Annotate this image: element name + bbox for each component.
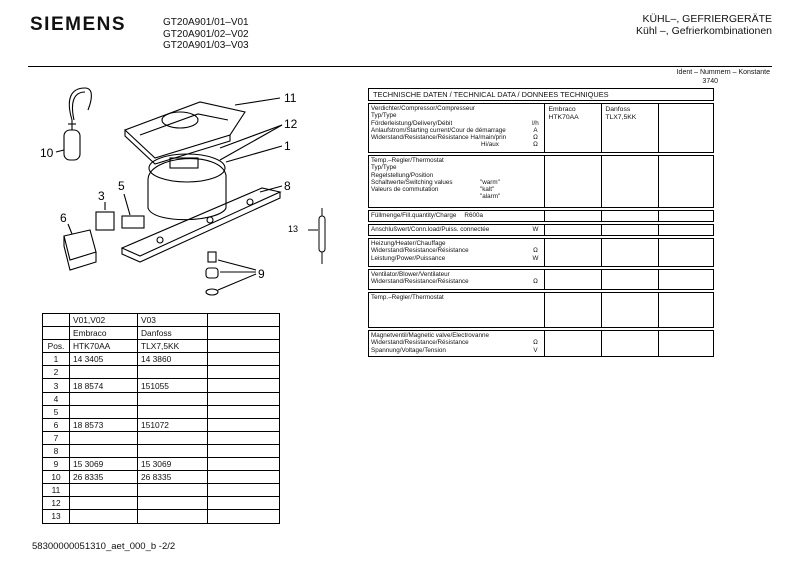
desc-line: Widerstand/Resistance/Résistance xyxy=(371,247,469,255)
unit: Ω xyxy=(533,247,538,255)
desc-line: Widerstand/Resistance/Résistance xyxy=(371,278,469,286)
header-cell: HTK70AA xyxy=(70,340,138,353)
category-line-1: KÜHL–, GEFRIERGERÄTE xyxy=(642,13,772,25)
part-number-cell xyxy=(138,497,208,510)
part-5-clip xyxy=(122,216,144,228)
switch-value: "warm" xyxy=(480,178,500,186)
tech-row-thermostat-2 xyxy=(368,292,714,328)
table-row xyxy=(43,366,280,379)
unit: A xyxy=(533,126,538,134)
thermostat2-label: Temp.–Regler/Thermostat xyxy=(371,294,444,301)
part-number-cell: 14 3405 xyxy=(70,353,138,366)
part-number-cell xyxy=(70,510,138,523)
table-row xyxy=(43,418,280,431)
desc-line: Valeurs de commutation "kalt" xyxy=(371,186,495,194)
position-cell: 7 xyxy=(43,431,70,444)
tech-row-blower xyxy=(368,269,714,290)
position-cell: 11 xyxy=(43,484,70,497)
position-cell: 9 xyxy=(43,458,70,471)
part-number-cell xyxy=(208,405,280,418)
table-row xyxy=(43,484,280,497)
parts-header-row xyxy=(43,340,280,353)
unit: W xyxy=(532,254,539,262)
part-number-cell xyxy=(70,392,138,405)
parts-header-row xyxy=(43,327,280,340)
position-cell: 1 xyxy=(43,353,70,366)
parts-table xyxy=(42,313,280,524)
conn-label: Anschlußwert/Conn.load/Puiss. connectée xyxy=(371,226,490,233)
part-number-cell: 15 3069 xyxy=(138,458,208,471)
compressor-brand: Embraco xyxy=(548,106,576,113)
compressor-desc xyxy=(371,105,528,151)
desc-line: Regelstellung/Position xyxy=(371,171,434,179)
position-cell: 4 xyxy=(43,392,70,405)
callout-10: 10 xyxy=(40,146,54,160)
part-number-cell: 18 8574 xyxy=(70,379,138,392)
unit: W xyxy=(532,226,539,233)
brand-logo: SIEMENS xyxy=(30,14,127,35)
part-number-cell xyxy=(70,484,138,497)
compressor-type: HTK70AA xyxy=(548,114,579,121)
model-list xyxy=(163,17,249,52)
desc-line: Typ/Type xyxy=(371,164,397,172)
tech-title: TECHNISCHE DATEN / TECHNICAL DATA / DONNEES TECHNIQUES xyxy=(368,88,714,101)
document-id: 58300000051310_aet_000_b -2/2 xyxy=(32,541,176,552)
callout-3: 3 xyxy=(98,189,105,203)
unit xyxy=(528,112,542,119)
part-11-cover xyxy=(125,102,245,158)
desc-line: Ventilator/Blower/Ventilateur xyxy=(371,271,450,278)
desc-line: Temp.–Regler/Thermostat xyxy=(371,157,444,164)
unit: Ω xyxy=(533,141,538,149)
desc-line: Leistung/Power/Puissance xyxy=(371,254,446,262)
part-number-cell xyxy=(138,444,208,457)
charge-label: Füllmenge/Fill.quantity/Charge xyxy=(371,212,457,219)
part-number-cell xyxy=(70,431,138,444)
part-number-cell xyxy=(138,510,208,523)
part-number-cell xyxy=(208,458,280,471)
part-number-cell xyxy=(208,510,280,523)
part-number-cell: 26 8335 xyxy=(70,471,138,484)
header-cell: V03 xyxy=(138,314,208,327)
callout-11: 11 xyxy=(284,91,297,105)
switch-value: "alarm" xyxy=(480,193,501,201)
header-cell xyxy=(208,314,280,327)
part-number-cell xyxy=(208,353,280,366)
callout-8: 8 xyxy=(284,179,291,193)
category-line-2: Kühl –, Gefrierkombinationen xyxy=(636,24,772,37)
tech-row-valve xyxy=(368,330,714,357)
part-number-cell xyxy=(70,497,138,510)
position-cell: 6 xyxy=(43,418,70,431)
technical-data-table xyxy=(368,88,714,357)
parts-header-row xyxy=(43,314,280,327)
table-row xyxy=(43,392,280,405)
part-8-rail xyxy=(122,188,280,256)
part-9-grommet xyxy=(208,252,216,262)
part-13-filter-drawing xyxy=(288,206,338,266)
callout-9: 9 xyxy=(258,267,265,281)
desc-line: Magnetventil/Magnetic valve/Electrovanne xyxy=(371,332,489,339)
part-number-cell xyxy=(138,431,208,444)
part-number-cell: 14 3860 xyxy=(138,353,208,366)
tech-row-charge xyxy=(368,210,714,222)
table-row xyxy=(43,458,280,471)
position-cell: 8 xyxy=(43,444,70,457)
table-row xyxy=(43,379,280,392)
part-number-cell xyxy=(138,366,208,379)
part-number-cell xyxy=(208,444,280,457)
header-divider xyxy=(28,66,772,67)
part-6-cover xyxy=(64,230,96,260)
header-cell xyxy=(208,327,280,340)
header-cell: V01,V02 xyxy=(70,314,138,327)
position-cell: 2 xyxy=(43,366,70,379)
compressor-col-2 xyxy=(601,104,658,152)
ident-block xyxy=(677,68,770,86)
position-cell: 10 xyxy=(43,471,70,484)
desc-line: Verdichter/Compressor/Compresseur xyxy=(371,105,475,112)
charge-value: R600a xyxy=(464,212,483,219)
position-cell: 3 xyxy=(43,379,70,392)
unit: Ω xyxy=(533,278,538,286)
table-row xyxy=(43,353,280,366)
part-number-cell xyxy=(138,392,208,405)
desc-line: Anlaufstrom/Starting current/Cour de démarrage xyxy=(371,126,506,134)
compressor-units xyxy=(528,105,542,151)
desc-line: Förderleistung/Delivery/Débit xyxy=(371,119,453,127)
tech-row-compressor xyxy=(368,103,714,153)
model-line: GT20A901/02–V02 xyxy=(163,28,249,40)
part-number-cell xyxy=(208,484,280,497)
thermostat-col-1 xyxy=(544,156,601,207)
desc-line: Widerstand/Resistance/Résistance Ha/main/prin xyxy=(371,134,507,142)
callout-1: 1 xyxy=(284,139,291,153)
callout-13: 13 xyxy=(288,224,299,234)
part-number-cell xyxy=(138,405,208,418)
compressor-type: TLX7,5KK xyxy=(605,114,637,121)
unit: l/h xyxy=(532,119,539,127)
desc-line xyxy=(371,193,542,200)
callout-12: 12 xyxy=(284,117,298,131)
thermostat-col-3 xyxy=(658,156,713,207)
desc-line: Typ/Type xyxy=(371,112,397,120)
part-number-cell xyxy=(138,484,208,497)
tech-row-heater xyxy=(368,238,714,267)
header-cell xyxy=(43,314,70,327)
part-number-cell xyxy=(70,405,138,418)
exploded-parts-diagram xyxy=(30,80,350,305)
part-number-cell xyxy=(208,497,280,510)
part-number-cell xyxy=(208,431,280,444)
part-number-cell: 18 8573 xyxy=(70,418,138,431)
compressor-col-1 xyxy=(544,104,601,152)
part-number-cell xyxy=(70,444,138,457)
part-10-capacitor xyxy=(64,130,80,160)
tech-row-thermostat xyxy=(368,155,714,208)
part-number-cell: 151072 xyxy=(138,418,208,431)
table-row xyxy=(43,510,280,523)
compressor-col-3 xyxy=(658,104,713,152)
table-row xyxy=(43,431,280,444)
position-cell: 5 xyxy=(43,405,70,418)
ident-value: 3740 xyxy=(702,78,718,85)
part-number-cell xyxy=(208,379,280,392)
position-cell: 13 xyxy=(43,510,70,523)
part-3-relay xyxy=(96,212,114,230)
part-number-cell xyxy=(208,392,280,405)
ident-label: Ident – Nummern – Konstante xyxy=(676,69,770,76)
table-row xyxy=(43,405,280,418)
part-number-cell: 151055 xyxy=(138,379,208,392)
desc-line: Heizung/Heater/Chauffage xyxy=(371,240,446,247)
header-cell xyxy=(208,340,280,353)
part-number-cell xyxy=(208,471,280,484)
part-number-cell xyxy=(70,366,138,379)
thermostat-col-2 xyxy=(601,156,658,207)
switch-value: "kalt" xyxy=(480,186,495,194)
callout-5: 5 xyxy=(118,179,125,193)
model-line: GT20A901/01–V01 xyxy=(163,17,249,28)
unit xyxy=(528,105,542,112)
desc-line: Spannung/Voltage/Tension xyxy=(371,346,446,354)
model-line: GT20A901/03–V03 xyxy=(163,40,249,51)
part-number-cell xyxy=(208,366,280,379)
table-row xyxy=(43,497,280,510)
desc-line: Hi/aux xyxy=(481,141,499,149)
thermostat-desc xyxy=(371,157,542,206)
table-row xyxy=(43,444,280,457)
unit: Ω xyxy=(533,339,538,347)
callout-6: 6 xyxy=(60,211,67,225)
header-cell xyxy=(43,327,70,340)
header-cell: Embraco xyxy=(70,327,138,340)
part-number-cell xyxy=(208,418,280,431)
desc-line: Schaltwerte/Switching values "warm" xyxy=(371,178,500,186)
category-heading xyxy=(636,14,772,37)
table-row xyxy=(43,471,280,484)
position-cell: 12 xyxy=(43,497,70,510)
unit: V xyxy=(533,346,538,354)
header-cell: Pos. xyxy=(43,340,70,353)
part-number-cell: 15 3069 xyxy=(70,458,138,471)
header-cell: Danfoss xyxy=(138,327,208,340)
header-cell: TLX7,5KK xyxy=(138,340,208,353)
desc-line: Widerstand/Resistance/Résistance xyxy=(371,339,469,347)
tech-row-conn-load xyxy=(368,224,714,236)
compressor-brand: Danfoss xyxy=(605,106,631,113)
unit: Ω xyxy=(533,134,538,142)
part-number-cell: 26 8335 xyxy=(138,471,208,484)
